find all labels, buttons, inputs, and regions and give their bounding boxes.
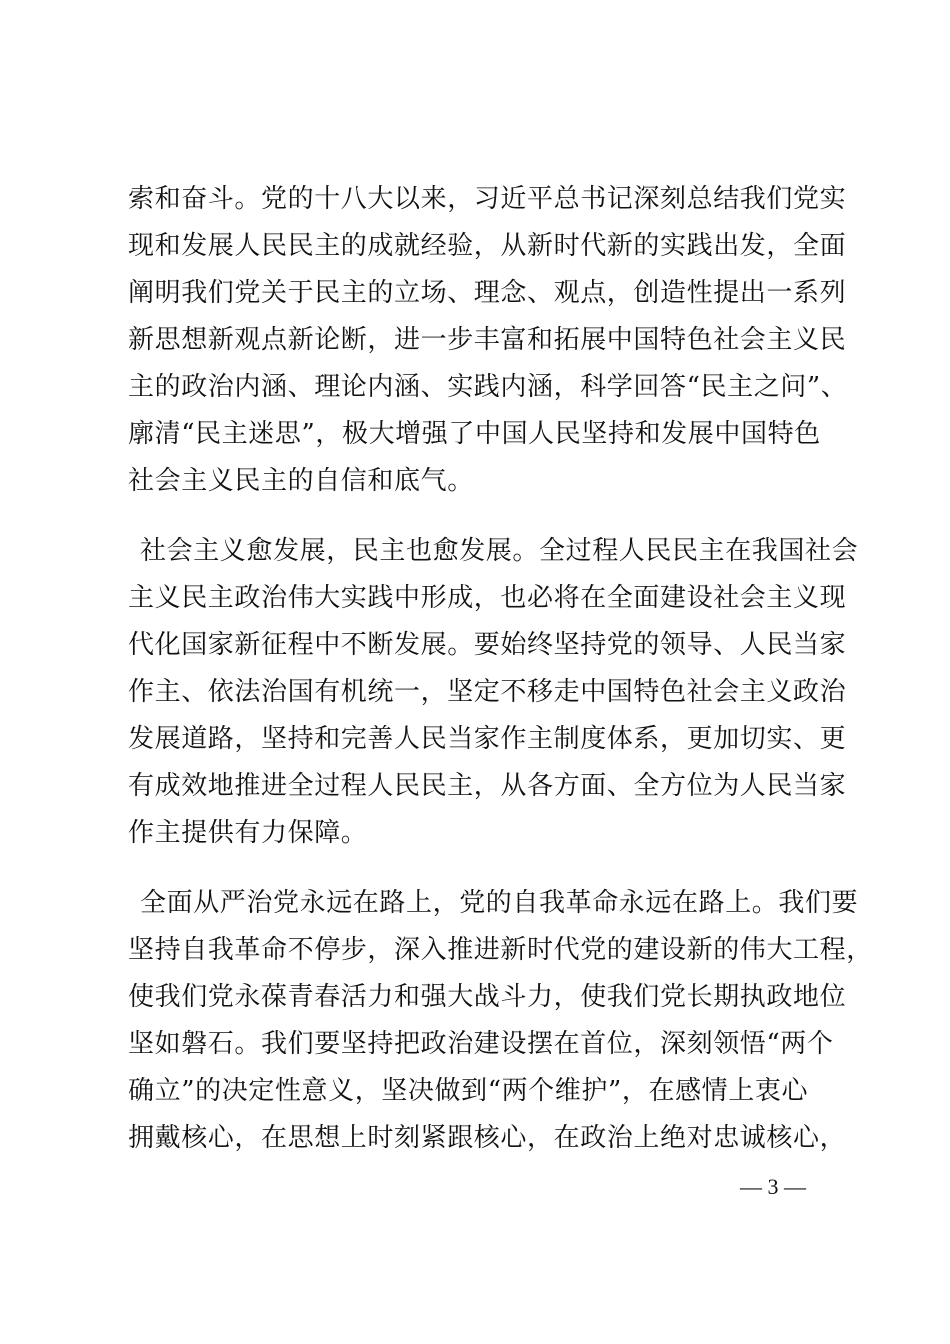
paragraph-line: 确立”的决定性意义，坚决做到“两个维护”，在感情上衷心: [128, 1076, 809, 1106]
paragraph-line: 作主提供有力保障。: [128, 818, 368, 848]
paragraph-line: 社会主义愈发展，民主也愈发展。全过程人民民主在我国社会: [140, 536, 859, 566]
paragraph-line: 廓清“民主迷思”，极大增强了中国人民坚持和发展中国特色: [128, 419, 821, 449]
paragraph-2: [128, 528, 859, 857]
paragraph-line: 拥戴核心，在思想上时刻紧跟核心，在政治上绝对忠诚核心，: [128, 1123, 847, 1153]
paragraph-line: 现和发展人民民主的成就经验，从新时代新的实践出发，全面: [128, 231, 847, 261]
paragraph-line: 作主、依法治国有机统一，坚定不移走中国特色社会主义政治: [128, 677, 847, 707]
paragraph-line: 主的政治内涵、理论内涵、实践内涵，科学回答“民主之问”、: [128, 372, 848, 402]
paragraph-line: 社会主义民主的自信和底气。: [128, 466, 474, 496]
page-number: — 3 —: [740, 1174, 806, 1199]
paragraph-line: 新思想新观点新论断，进一步丰富和拓展中国特色社会主义民: [128, 325, 847, 355]
paragraph-1: [128, 176, 848, 505]
paragraph-line: 坚持自我革命不停步，深入推进新时代党的建设新的伟大工程，: [128, 935, 873, 965]
paragraph-line: 代化国家新征程中不断发展。要始终坚持党的领导、人民当家: [128, 630, 847, 660]
paragraph-line: 全面从严治党永远在路上，党的自我革命永远在路上。我们要: [140, 888, 859, 918]
paragraph-line: 使我们党永葆青春活力和强大战斗力，使我们党长期执政地位: [128, 982, 847, 1012]
paragraph-3: [128, 880, 873, 1162]
paragraph-line: 索和奋斗。党的十八大以来，习近平总书记深刻总结我们党实: [128, 184, 847, 214]
paragraph-line: 主义民主政治伟大实践中形成，也必将在全面建设社会主义现: [128, 583, 847, 613]
paragraph-line: 有成效地推进全过程人民民主，从各方面、全方位为人民当家: [128, 771, 847, 801]
paragraph-line: 坚如磐石。我们要坚持把政治建设摆在首位，深刻领悟“两个: [128, 1029, 834, 1059]
paragraph-line: 阐明我们党关于民主的立场、理念、观点，创造性提出一系列: [128, 278, 847, 308]
paragraph-line: 发展道路，坚持和完善人民当家作主制度体系，更加切实、更: [128, 724, 847, 754]
